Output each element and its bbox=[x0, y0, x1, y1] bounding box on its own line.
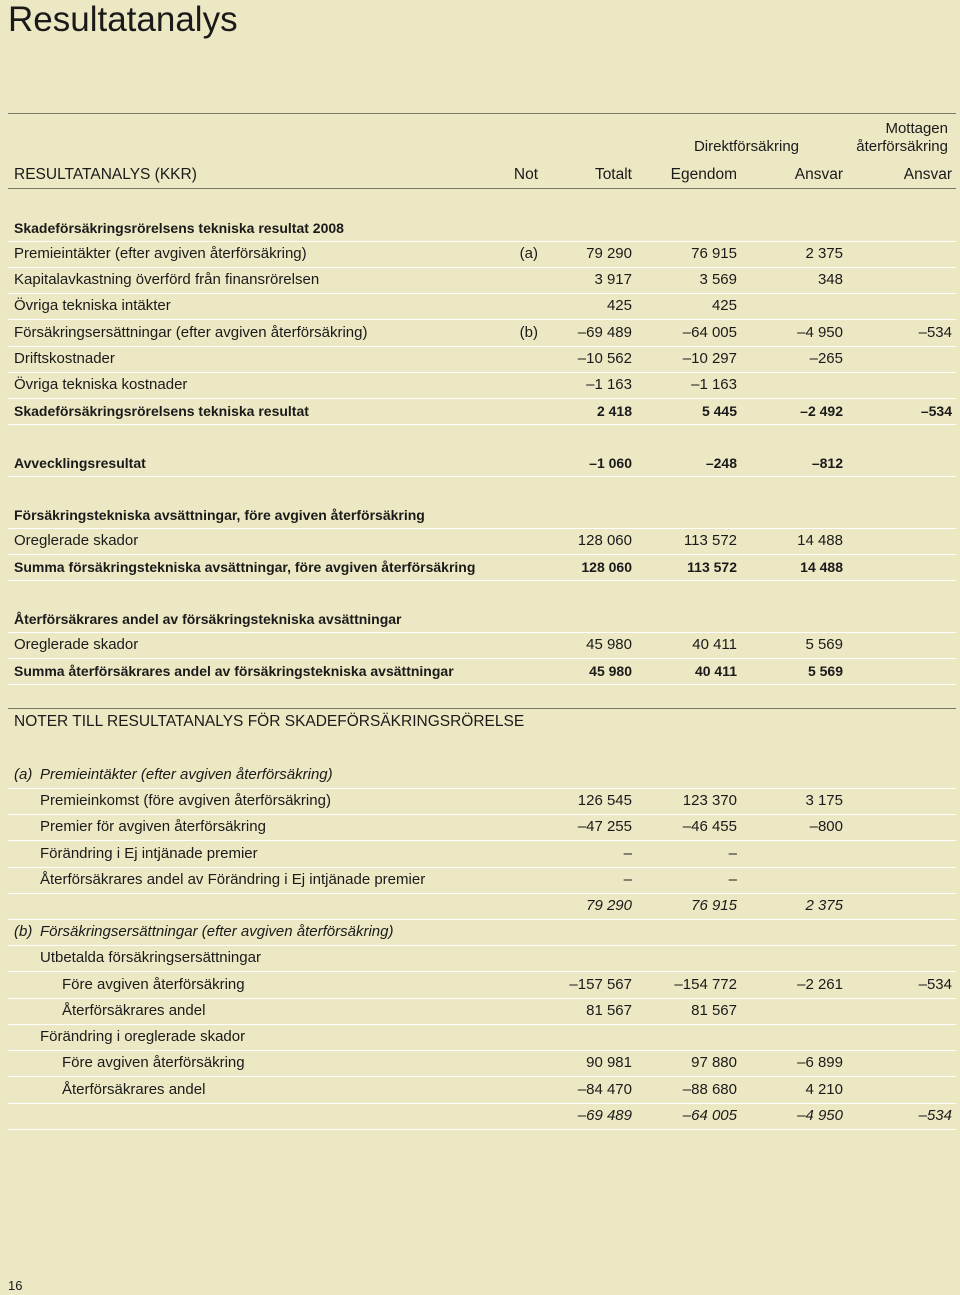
col-header-totalt: Totalt bbox=[594, 166, 632, 183]
cell-totalt: –1 060 bbox=[589, 455, 632, 471]
cell-totalt: 128 060 bbox=[581, 559, 632, 575]
row-label: Återförsäkrares andel av försäkringstekniska avsättningar bbox=[14, 611, 402, 627]
cell-ansvar: –812 bbox=[811, 455, 843, 471]
row-label: Förändring i oreglerade skador bbox=[40, 1028, 246, 1045]
cell-egendom: 113 572 bbox=[687, 559, 737, 575]
table-row bbox=[8, 1077, 956, 1104]
table-row bbox=[8, 502, 956, 529]
cell-totalt: –69 489 bbox=[577, 1107, 632, 1124]
row-label: Kapitalavkastning överförd från finansrörelsen bbox=[14, 271, 320, 288]
row-label: Oreglerade skador bbox=[14, 532, 139, 549]
cell-egendom: 76 915 bbox=[691, 245, 737, 262]
table-row bbox=[8, 554, 956, 581]
note-tag: (b) bbox=[14, 923, 33, 940]
table-row bbox=[8, 919, 956, 946]
cell-totalt: –1 163 bbox=[586, 376, 632, 393]
table-row bbox=[8, 1024, 956, 1051]
table-row bbox=[8, 893, 956, 920]
cell-not: (b) bbox=[519, 324, 538, 341]
row-label: Före avgiven återförsäkring bbox=[62, 976, 245, 993]
table-row bbox=[8, 788, 956, 815]
row-label: Summa återförsäkrares andel av försäkringstekniska avsättningar bbox=[14, 663, 454, 679]
cell-ansvar-received: –534 bbox=[920, 403, 952, 419]
cell-egendom: 76 915 bbox=[691, 897, 737, 914]
cell-totalt: –157 567 bbox=[569, 976, 632, 993]
row-label: Övriga tekniska kostnader bbox=[14, 376, 188, 393]
cell-egendom: –1 163 bbox=[691, 376, 737, 393]
cell-totalt: –69 489 bbox=[577, 324, 632, 341]
cell-egendom: 40 411 bbox=[692, 636, 737, 653]
row-label: Återförsäkrares andel av Förändring i Ej intjänade premier bbox=[40, 871, 426, 888]
cell-egendom: 40 411 bbox=[694, 663, 737, 679]
table-row bbox=[8, 998, 956, 1025]
col-header-ansvar-received: Ansvar bbox=[903, 166, 952, 183]
cell-egendom: 3 569 bbox=[699, 271, 737, 288]
cell-ansvar: –4 950 bbox=[797, 324, 843, 341]
row-label: Premier för avgiven återförsäkring bbox=[40, 818, 266, 835]
cell-totalt: 90 981 bbox=[586, 1054, 632, 1071]
cell-ansvar: 5 569 bbox=[805, 636, 843, 653]
table-row bbox=[8, 450, 956, 477]
cell-egendom: –64 005 bbox=[682, 324, 737, 341]
cell-egendom: –88 680 bbox=[682, 1081, 737, 1098]
table-row bbox=[8, 762, 956, 789]
cell-totalt: 126 545 bbox=[577, 792, 632, 809]
cell-ansvar: –2 261 bbox=[797, 976, 843, 993]
table-row bbox=[8, 372, 956, 399]
table-row bbox=[8, 735, 956, 761]
cell-ansvar: –4 950 bbox=[797, 1107, 843, 1124]
row-label: Utbetalda försäkringsersättningar bbox=[40, 949, 261, 966]
cell-ansvar: 14 488 bbox=[797, 532, 843, 549]
cell-totalt: 425 bbox=[606, 297, 632, 314]
cell-ansvar: –800 bbox=[809, 818, 843, 835]
table-row bbox=[8, 398, 956, 425]
cell-totalt: – bbox=[623, 871, 632, 888]
cell-ansvar: 348 bbox=[817, 271, 843, 288]
row-label: Driftskostnader bbox=[14, 350, 115, 367]
row-label: Övriga tekniska intäkter bbox=[14, 297, 171, 314]
cell-ansvar-received: –534 bbox=[918, 976, 952, 993]
cell-ansvar: –2 492 bbox=[800, 403, 843, 419]
cell-ansvar-received: –534 bbox=[918, 324, 952, 341]
table-row bbox=[8, 972, 956, 999]
page-title: Resultatanalys bbox=[8, 0, 238, 39]
table-row bbox=[8, 320, 956, 347]
cell-egendom: 113 572 bbox=[683, 532, 737, 549]
header-top-rule bbox=[8, 113, 956, 114]
table-row bbox=[8, 606, 956, 633]
row-label: Återförsäkrares andel bbox=[62, 1081, 206, 1098]
cell-egendom: – bbox=[728, 845, 737, 862]
table-row bbox=[8, 424, 956, 450]
table-row bbox=[8, 867, 956, 894]
cell-egendom: –46 455 bbox=[682, 818, 737, 835]
table-row bbox=[8, 476, 956, 502]
cell-ansvar: 2 375 bbox=[805, 897, 843, 914]
cell-egendom: 5 445 bbox=[701, 403, 737, 419]
cell-ansvar: 2 375 bbox=[805, 245, 843, 262]
cell-totalt: 45 980 bbox=[586, 636, 632, 653]
group-header-direct: Direktförsäkring bbox=[693, 138, 799, 155]
cell-egendom: 425 bbox=[711, 297, 737, 314]
cell-ansvar-received: –534 bbox=[918, 1107, 952, 1124]
cell-ansvar: 14 488 bbox=[800, 559, 843, 575]
cell-totalt: 79 290 bbox=[586, 245, 632, 262]
table-row bbox=[8, 945, 956, 972]
row-label: Premieintäkter (efter avgiven återförsäkring) bbox=[40, 766, 333, 783]
cell-ansvar: 3 175 bbox=[805, 792, 843, 809]
row-label: Premieinkomst (före avgiven återförsäkring) bbox=[40, 792, 331, 809]
page-number: 16 bbox=[8, 1278, 23, 1293]
cell-egendom: –10 297 bbox=[682, 350, 737, 367]
row-label: Oreglerade skador bbox=[14, 636, 139, 653]
row-label: Försäkringsersättningar (efter avgiven återförsäkring) bbox=[40, 923, 394, 940]
cell-egendom: –154 772 bbox=[674, 976, 737, 993]
cell-totalt: –84 470 bbox=[577, 1081, 632, 1098]
header-bottom-rule bbox=[8, 188, 956, 189]
table-row bbox=[8, 267, 956, 294]
cell-ansvar: –6 899 bbox=[797, 1054, 843, 1071]
cell-totalt: –47 255 bbox=[577, 818, 632, 835]
col-header-ansvar: Ansvar bbox=[794, 166, 843, 183]
row-label: Avvecklingsresultat bbox=[14, 455, 146, 471]
row-label: Försäkringstekniska avsättningar, före avgiven återförsäkring bbox=[14, 507, 425, 523]
cell-ansvar: 5 569 bbox=[807, 663, 843, 679]
table-row bbox=[8, 709, 956, 735]
cell-totalt: – bbox=[623, 845, 632, 862]
table-row bbox=[8, 215, 956, 242]
cell-egendom: 123 370 bbox=[682, 792, 737, 809]
notes-top-rule bbox=[8, 708, 956, 709]
table-title: RESULTATANALYS (KKR) bbox=[14, 166, 197, 183]
table-row bbox=[8, 293, 956, 320]
col-header-not: Not bbox=[513, 166, 538, 183]
note-tag: (a) bbox=[14, 766, 33, 783]
cell-totalt: 3 917 bbox=[594, 271, 632, 288]
cell-totalt: –10 562 bbox=[577, 350, 632, 367]
cell-egendom: –64 005 bbox=[682, 1107, 737, 1124]
group-header-received-line1: Mottagen bbox=[885, 120, 948, 137]
row-label: Försäkringsersättningar (efter avgiven återförsäkring) bbox=[14, 324, 368, 341]
table-row bbox=[8, 632, 956, 659]
cell-egendom: –248 bbox=[705, 455, 737, 471]
table-row bbox=[8, 241, 956, 268]
row-label: Premieintäkter (efter avgiven återförsäkring) bbox=[14, 245, 307, 262]
row-label: Summa försäkringstekniska avsättningar, före avgiven återförsäkring bbox=[14, 559, 476, 575]
cell-ansvar: 4 210 bbox=[805, 1081, 843, 1098]
table-row bbox=[8, 528, 956, 555]
table-row bbox=[8, 658, 956, 685]
table-row bbox=[8, 1050, 956, 1077]
table-row bbox=[8, 684, 956, 710]
row-label: Skadeförsäkringsrörelsens tekniska resultat 2008 bbox=[14, 220, 344, 236]
table-row bbox=[8, 580, 956, 606]
cell-totalt: 2 418 bbox=[596, 403, 632, 419]
cell-not: (a) bbox=[519, 245, 538, 262]
table-row bbox=[8, 814, 956, 841]
cell-egendom: 97 880 bbox=[691, 1054, 737, 1071]
cell-ansvar: –265 bbox=[809, 350, 843, 367]
cell-totalt: 81 567 bbox=[586, 1002, 632, 1019]
row-label: NOTER TILL RESULTATANALYS FÖR SKADEFÖRSÄKRINGSRÖRELSE bbox=[14, 713, 525, 730]
cell-egendom: – bbox=[728, 871, 737, 888]
row-label: Återförsäkrares andel bbox=[62, 1002, 206, 1019]
table-row bbox=[8, 1103, 956, 1130]
table-row bbox=[8, 841, 956, 868]
cell-totalt: 79 290 bbox=[586, 897, 632, 914]
table-row bbox=[8, 346, 956, 373]
group-header-received-line2: återförsäkring bbox=[856, 138, 948, 155]
row-label: Skadeförsäkringsrörelsens tekniska resultat bbox=[14, 403, 309, 419]
col-header-egendom: Egendom bbox=[670, 166, 737, 183]
row-label: Förändring i Ej intjänade premier bbox=[40, 845, 258, 862]
cell-egendom: 81 567 bbox=[691, 1002, 737, 1019]
table-header-row bbox=[8, 162, 956, 188]
row-label: Före avgiven återförsäkring bbox=[62, 1054, 245, 1071]
cell-totalt: 128 060 bbox=[577, 532, 632, 549]
cell-totalt: 45 980 bbox=[589, 663, 632, 679]
